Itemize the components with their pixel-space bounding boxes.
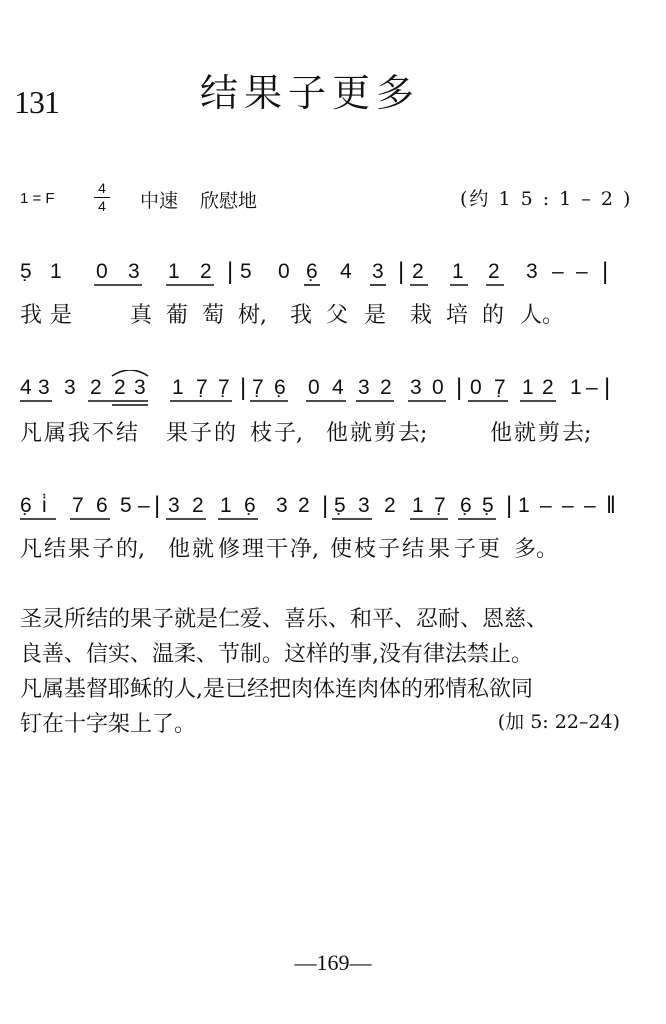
lyric: 枝 xyxy=(250,421,273,446)
note: 3 xyxy=(64,376,76,399)
scripture-reference: (约 1 5 : 1 – 2 ) xyxy=(460,188,633,210)
note: 2 xyxy=(380,376,392,399)
notation-line-2 xyxy=(20,370,620,410)
note: 3 xyxy=(168,494,180,517)
lyrics-line-3 xyxy=(20,532,640,562)
note: 2 xyxy=(298,494,310,517)
time-signature-top: 4 xyxy=(98,180,106,196)
note: 1 xyxy=(168,260,180,283)
lyric: 使 xyxy=(330,537,353,562)
dash: – xyxy=(552,260,564,283)
hymn-number: 131 xyxy=(14,84,59,120)
lyric: 栽 xyxy=(410,303,433,328)
note: 7̣ xyxy=(218,376,230,399)
bar-line: | xyxy=(602,258,609,285)
lyrics-line-2 xyxy=(20,416,640,446)
note: 6 xyxy=(96,494,108,517)
note: 1 xyxy=(452,260,464,283)
note: 5̣ xyxy=(20,260,32,283)
bar-line: | xyxy=(227,258,234,285)
note: 3 xyxy=(410,376,422,399)
lyrics-line-1 xyxy=(20,298,620,328)
bar-line: | xyxy=(506,492,513,519)
note: 0 xyxy=(432,376,444,399)
note: 3 xyxy=(134,376,146,399)
lyric: 子, xyxy=(274,421,303,446)
lyric: 就 xyxy=(192,537,215,562)
note: 3 xyxy=(358,376,370,399)
bar-line: | xyxy=(604,374,611,401)
note: 7̣ xyxy=(252,376,264,399)
lyric: 凡 xyxy=(20,537,43,562)
lyric: 他 xyxy=(168,537,191,562)
note: 2 xyxy=(542,376,554,399)
note: 1 xyxy=(570,376,582,399)
note: 6̣ xyxy=(460,494,472,517)
note: 2 xyxy=(488,260,500,283)
dash: – xyxy=(562,494,574,517)
lyric: 多。 xyxy=(514,537,559,562)
lyric: 真 xyxy=(130,303,153,328)
bar-line: | xyxy=(322,492,329,519)
lyric: 培 xyxy=(446,303,469,328)
dash: – xyxy=(540,494,552,517)
note: 6̣ xyxy=(20,494,32,517)
lyric: 我 xyxy=(20,303,43,328)
note: 3 xyxy=(128,260,140,283)
lyric: 去; xyxy=(562,421,592,446)
lyric: 的, xyxy=(116,537,145,562)
lyric: 葡 xyxy=(166,303,189,328)
note: 0 xyxy=(470,376,482,399)
lyric: 是 xyxy=(364,303,387,328)
note: 3 xyxy=(372,260,384,283)
note: 3 xyxy=(38,376,50,399)
tempo-marking: 中速 xyxy=(140,190,179,212)
passage-line: 钉在十字架上了。 xyxy=(20,712,197,737)
note: 2 xyxy=(200,260,212,283)
lyric: 结 xyxy=(116,421,139,446)
lyric: 不 xyxy=(92,421,115,446)
bar-line: | xyxy=(154,492,161,519)
note: 1 xyxy=(518,494,530,517)
lyric: 子 xyxy=(92,537,115,562)
notation-svg-2 xyxy=(20,370,620,410)
note: 1 xyxy=(522,376,534,399)
time-signature-bottom: 4 xyxy=(94,197,110,215)
lyric: 就 xyxy=(350,421,373,446)
note: 5̣ xyxy=(482,494,494,517)
note: 1 xyxy=(412,494,424,517)
lyric: 结 xyxy=(402,537,425,562)
lyric: 修 xyxy=(218,537,241,562)
note: 0 xyxy=(308,376,320,399)
bar-line: | xyxy=(398,258,405,285)
note: 3 xyxy=(526,260,538,283)
hymn-title: 结果子更多 xyxy=(199,71,420,115)
mood-marking: 欣慰地 xyxy=(200,190,258,212)
lyric: 他 xyxy=(490,421,513,446)
note: 6̣ xyxy=(274,376,286,399)
lyric: 干 xyxy=(266,537,289,562)
lyric: 净, xyxy=(290,537,319,562)
lyric: 树, xyxy=(238,303,267,328)
notation-svg-3 xyxy=(20,488,620,528)
lyric: 更 xyxy=(478,537,501,562)
note: 7̣ xyxy=(494,376,506,399)
lyric: 属 xyxy=(44,421,67,446)
lyric: 果 xyxy=(68,537,91,562)
note: 4 xyxy=(332,376,344,399)
note: 7 xyxy=(72,494,84,517)
note: 2 xyxy=(90,376,102,399)
note: 5 xyxy=(120,494,132,517)
lyric: 就 xyxy=(514,421,537,446)
lyric: 理 xyxy=(242,537,265,562)
lyric: 我 xyxy=(68,421,91,446)
note: 0 xyxy=(96,260,108,283)
note: 5̣ xyxy=(334,494,346,517)
lyric: 的 xyxy=(214,421,237,446)
lyric: 剪 xyxy=(538,421,561,446)
time-signature xyxy=(94,180,110,215)
lyric: 果 xyxy=(428,537,451,562)
note: 4 xyxy=(20,376,32,399)
lyric: 去; xyxy=(398,421,428,446)
passage-line: 圣灵所结的果子就是仁爱、喜乐、和平、忍耐、恩慈、 xyxy=(20,607,549,632)
key-signature: 1 = F xyxy=(20,190,55,207)
passage-reference: (加 5: 22–24) xyxy=(497,711,620,733)
lyric: 子 xyxy=(454,537,477,562)
note: 3 xyxy=(276,494,288,517)
note: 1 xyxy=(220,494,232,517)
dash: – xyxy=(586,376,598,399)
note: 6̣ xyxy=(306,260,318,283)
note: 7̣ xyxy=(196,376,208,399)
notation-line-3 xyxy=(20,488,620,528)
lyric: 人。 xyxy=(520,303,565,328)
dash: – xyxy=(584,494,596,517)
dash: – xyxy=(576,260,588,283)
final-bar-line: ‖ xyxy=(606,492,616,519)
passage-line: 凡属基督耶稣的人,是已经把肉体连肉体的邪情私欲同 xyxy=(20,677,533,702)
lyric: 我 xyxy=(290,303,313,328)
lyric: 子 xyxy=(378,537,401,562)
note: 2 xyxy=(114,376,126,399)
note: 2 xyxy=(192,494,204,517)
note: 1 xyxy=(50,260,62,283)
lyric: 他 xyxy=(326,421,349,446)
dash: – xyxy=(138,494,150,517)
note: i̇ xyxy=(42,494,47,517)
lyric: 果 xyxy=(166,421,189,446)
page-number: —169— xyxy=(294,950,372,975)
lyric: 枝 xyxy=(354,537,377,562)
notation-line-1 xyxy=(20,254,620,294)
scripture-passage xyxy=(20,602,640,742)
bar-line: | xyxy=(240,374,247,401)
passage-line: 良善、信实、温柔、节制。这样的事,没有律法禁止。 xyxy=(20,642,533,667)
note: 4 xyxy=(340,260,352,283)
notation-svg-1 xyxy=(20,254,620,294)
note: 5 xyxy=(240,260,252,283)
lyric: 凡 xyxy=(20,421,43,446)
note: 1 xyxy=(172,376,184,399)
lyric: 是 xyxy=(50,303,73,328)
note: 2 xyxy=(384,494,396,517)
note: 3 xyxy=(358,494,370,517)
note: 0 xyxy=(278,260,290,283)
note: 6̣ xyxy=(244,494,256,517)
bar-line: | xyxy=(456,374,463,401)
lyric: 子 xyxy=(190,421,213,446)
lyric: 剪 xyxy=(374,421,397,446)
lyric: 萄 xyxy=(202,303,225,328)
note: 2 xyxy=(412,260,424,283)
lyric: 的 xyxy=(482,303,505,328)
lyric: 结 xyxy=(44,537,67,562)
note: 7̣ xyxy=(434,494,446,517)
lyric: 父 xyxy=(326,303,349,328)
